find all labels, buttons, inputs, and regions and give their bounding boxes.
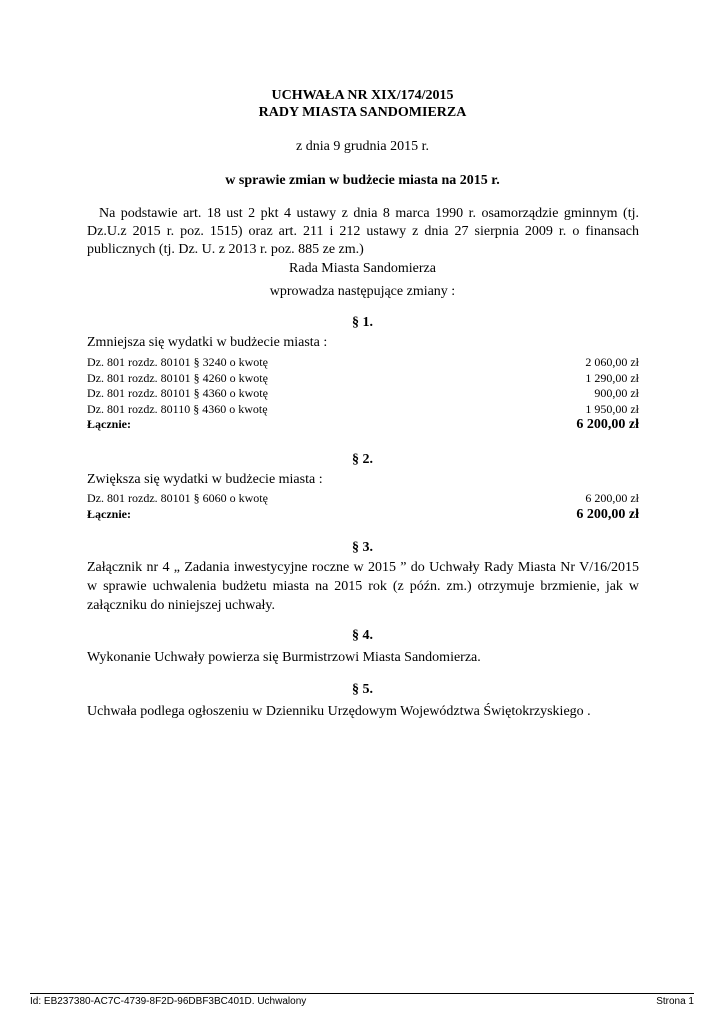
page-number: Strona 1 bbox=[656, 996, 694, 1007]
row-label: Dz. 801 rozdz. 80101 § 3240 o kwotę bbox=[87, 355, 268, 369]
table-row bbox=[87, 355, 639, 371]
section-5-text: Uchwała podlega ogłoszeniu w Dzienniku Urzędowym Województwa Świętokrzyskiego . bbox=[87, 704, 591, 719]
section-4-text: Wykonanie Uchwały powierza się Burmistrzowi Miasta Sandomierza. bbox=[87, 650, 481, 665]
resolution-title: UCHWAŁA NR XIX/174/2015 bbox=[271, 88, 454, 103]
section-2-lead: Zwiększa się wydatki w budżecie miasta : bbox=[87, 472, 323, 487]
total-amount: 6 200,00 zł bbox=[576, 417, 639, 432]
section-1-heading: § 1. bbox=[352, 315, 373, 330]
total-label: Łącznie: bbox=[87, 506, 131, 521]
row-label: Dz. 801 rozdz. 80101 § 4260 o kwotę bbox=[87, 370, 268, 385]
row-amount: 900,00 zł bbox=[594, 386, 639, 400]
total-label: Łącznie: bbox=[87, 417, 131, 431]
section-4-heading: § 4. bbox=[352, 628, 373, 643]
legal-basis: Na podstawie art. 18 ust 2 pkt 4 ustawy z dnia 8 marca 1990 r. osamorządzie gminnym (tj. Dz.U.z 2015 r. poz. 1515) oraz art. 211 i 212 ustawy z dnia 27 sierpnia 2009 r. o finansach publicznych (tj. Dz. U. z 2013 r. poz. 885 ze zm.) bbox=[87, 206, 639, 257]
section-2-heading: § 2. bbox=[352, 452, 373, 467]
row-label: Dz. 801 rozdz. 80110 § 4360 o kwotę bbox=[87, 401, 268, 416]
section-1-total bbox=[87, 417, 639, 433]
table-row bbox=[87, 371, 639, 387]
section-5-heading: § 5. bbox=[352, 682, 373, 697]
row-label: Dz. 801 rozdz. 80101 § 4360 o kwotę bbox=[87, 386, 268, 400]
section-3-heading: § 3. bbox=[352, 540, 373, 555]
section-1-lead: Zmniejsza się wydatki w budżecie miasta : bbox=[87, 335, 328, 350]
row-label: Dz. 801 rozdz. 80101 § 6060 o kwotę bbox=[87, 491, 268, 505]
row-amount: 2 060,00 zł bbox=[585, 355, 639, 369]
total-amount: 6 200,00 zł bbox=[576, 506, 639, 522]
row-amount: 1 290,00 zł bbox=[585, 370, 639, 385]
resolution-date: z dnia 9 grudnia 2015 r. bbox=[296, 139, 429, 154]
table-row bbox=[87, 386, 639, 402]
page-footer bbox=[30, 996, 694, 1007]
section-2-total bbox=[87, 507, 639, 523]
document-id: Id: EB237380-AC7C-4739-8F2D-96DBF3BC401D. Uchwalony bbox=[30, 996, 307, 1007]
intro-line: wprowadza następujące zmiany : bbox=[269, 284, 456, 299]
council-title: RADY MIASTA SANDOMIERZA bbox=[258, 105, 467, 120]
footer-divider bbox=[30, 993, 694, 994]
section-2-table bbox=[87, 491, 639, 523]
council-name: Rada Miasta Sandomierza bbox=[289, 261, 436, 276]
section-3-text: Załącznik nr 4 „ Zadania inwestycyjne roczne w 2015 ” do Uchwały Rady Miasta Nr V/16/2015 w sprawie uchwalenia budżetu miasta na 2015 rok (z późn. zm.) otrzymuje brzmienie, jak w załączniku do niniejszej uchwały. bbox=[87, 560, 639, 613]
table-row bbox=[87, 491, 639, 507]
resolution-subject: w sprawie zmian w budżecie miasta na 2015 r. bbox=[225, 173, 500, 188]
row-amount: 6 200,00 zł bbox=[585, 491, 639, 505]
row-amount: 1 950,00 zł bbox=[585, 401, 639, 416]
table-row bbox=[87, 402, 639, 418]
section-1-table bbox=[87, 355, 639, 433]
